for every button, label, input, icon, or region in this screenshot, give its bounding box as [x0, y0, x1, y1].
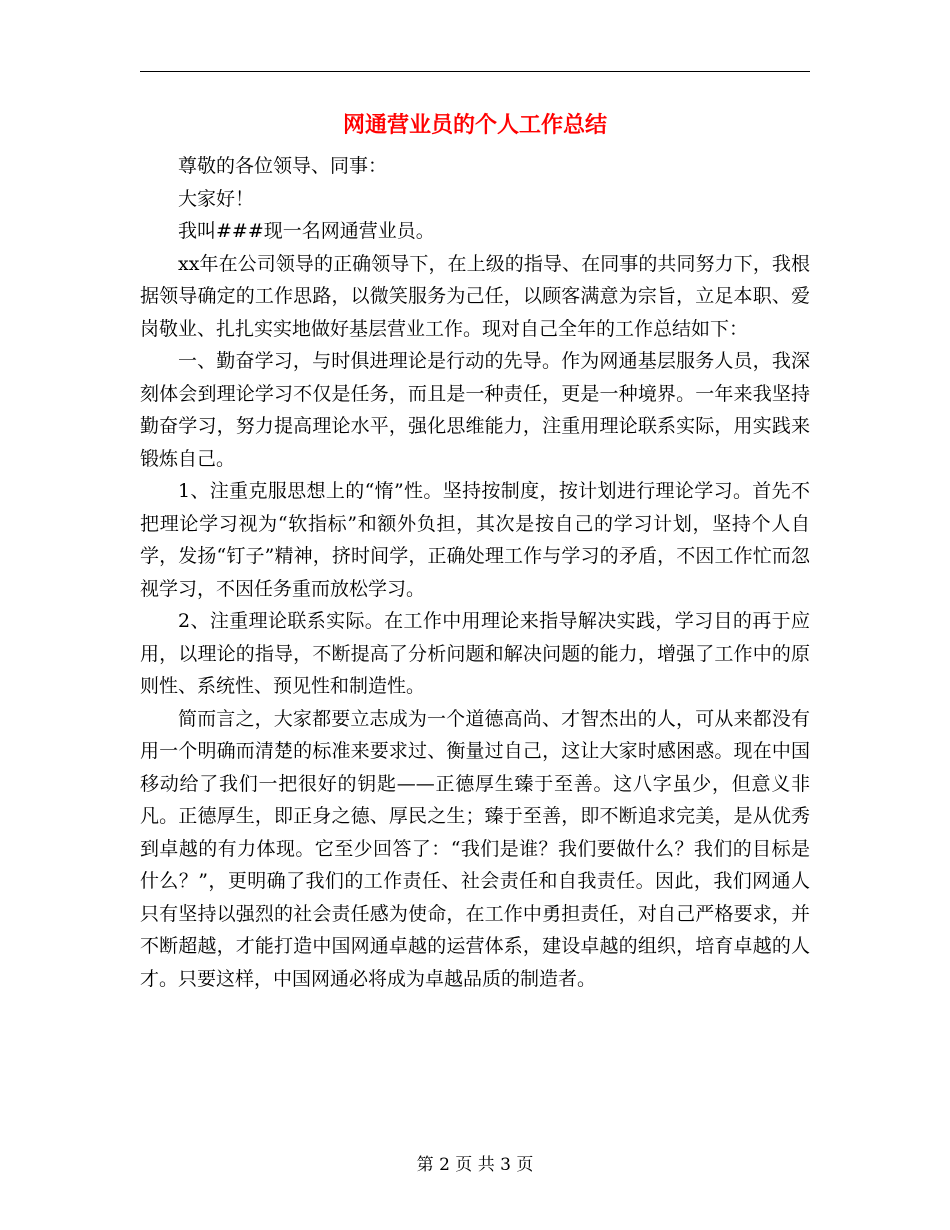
paragraph-salutation: 尊敬的各位领导、同事：: [178, 155, 388, 177]
document-body: [140, 150, 810, 995]
header-rule: [140, 71, 810, 72]
paragraph-greeting: 大家好！: [178, 187, 255, 210]
page-number: 第 2 页 共 3 页: [416, 1155, 534, 1175]
paragraph-point-one: 1、注重克服思想上的“惰”性。坚持按制度，按计划进行理论学习。首先不把理论学习视为“软指标”和额外负担，其次是按自己的学习计划，坚持个人自学，发扬“钉子”精神，挤时间学，正确处理工作与学习的矛盾，不因工作忙而忽视学习，不因任务重而放松学习。: [140, 480, 810, 600]
document-title: 网通营业员的个人工作总结: [342, 112, 607, 138]
paragraph-overview: xx年在公司领导的正确领导下，在上级的指导、在同事的共同努力下，我根据领导确定的工作思路，以微笑服务为己任，以顾客满意为宗旨，立足本职、爱岗敬业、扎扎实实地做好基层营业工作。现对自己全年的工作总结如下：: [140, 252, 810, 340]
paragraph-point-two: 2、注重理论联系实际。在工作中用理论来指导解决实践，学习目的再于应用，以理论的指导，不断提高了分析问题和解决问题的能力，增强了工作中的原则性、系统性、预见性和制造性。: [140, 610, 810, 697]
paragraph-conclusion: 简而言之，大家都要立志成为一个道德高尚、才智杰出的人，可从来都没有用一个明确而清楚的标准来要求过、衡量过自己，这让大家时感困惑。现在中国移动给了我们一把很好的钥匙——正德厚生臻于至善。这八字虽少，但意义非凡。正德厚生，即正身之德、厚民之生；臻于至善，即不断追求完美，是从优秀到卓越的有力体现。它至少回答了：“我们是谁？我们要做什么？我们的目标是什么？”，更明确了我们的工作责任、社会责任和自我责任。因此，我们网通人只有坚持以强烈的社会责任感为使命，在工作中勇担责任，对自己严格要求，并不断超越，才能打造中国网通卓越的运营体系，建设卓越的组织，培育卓越的人才。只要这样，中国网通必将成为卓越品质的制造者。: [140, 707, 810, 990]
paragraph-introduction: 我叫###现一名网通营业员。: [178, 220, 435, 242]
paragraph-section-one: 一、勤奋学习，与时俱进理论是行动的先导。作为网通基层服务人员，我深刻体会到理论学习不仅是任务，而且是一种责任，更是一种境界。一年来我坚持勤奋学习，努力提高理论水平，强化思维能力，注重用理论联系实际，用实践来锻炼自己。: [140, 350, 810, 470]
